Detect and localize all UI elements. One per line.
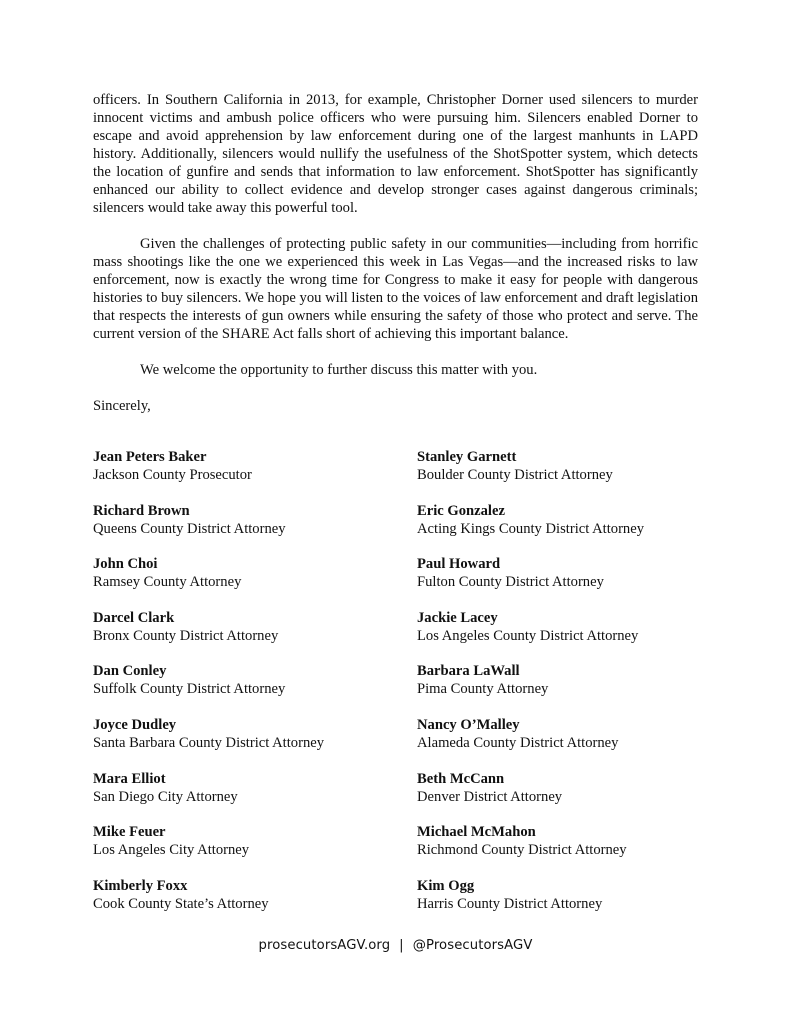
signatory-title: Harris County District Attorney [417,895,603,912]
signatory-title: Alameda County District Attorney [417,734,619,751]
signatory-title: Jackson County Prosecutor [93,467,252,483]
signatory [417,448,698,502]
signatory-title: Bronx County District Attorney [93,627,279,644]
footer [0,938,791,953]
signatory [417,770,698,824]
signatory-name: Joyce Dudley [93,716,177,733]
signatory-name: Kimberly Foxx [93,877,188,894]
signatory-name: Stanley Garnett [417,449,517,465]
signatory [93,448,417,502]
signatory-name: Kim Ogg [417,877,475,894]
signatory-grid [93,448,698,930]
signatory-title: Ramsey County Attorney [93,574,242,591]
signatory [93,609,417,663]
footer-separator: | [399,938,404,953]
signatory [417,823,698,877]
signatory [417,877,698,931]
signatory [417,716,698,770]
signatory-name: Darcel Clark [93,609,175,626]
signatory-title: Queens County District Attorney [93,520,286,537]
signatory [93,662,417,716]
signatory-name: Beth McCann [417,770,505,787]
signatory-title: Cook County State’s Attorney [93,895,269,912]
signatory [417,555,698,609]
footer-social-handle[interactable]: @ProsecutorsAGV [412,938,533,953]
signatory [417,502,698,556]
signatory-title: Pima County Attorney [417,681,549,698]
signatory-name: Barbara LaWall [417,663,520,680]
paragraph-2: Given the challenges of protecting public safety in our communities—including from horrific mass shootings like the one we experienced this week in Las Vegas—and the increased risks to law enforcement, now is exactly the wrong time for Congress to make it easy for people with dangerous histories to buy silencers. We hope you will listen to the voices of law enforcement and draft legislation that respects the interests of gun owners while ensuring the safety of those who protect and serve. The current version of the SHARE Act falls short of achieving this important balance. [93,236,698,342]
closing-salutation: Sincerely, [93,398,151,414]
signatory-name: Paul Howard [417,556,501,573]
signatory [93,502,417,556]
signatory-name: Mara Elliot [93,770,166,787]
signatory-name: Nancy O’Malley [417,716,520,733]
signatory-name: Eric Gonzalez [417,502,505,519]
signatory-title: Los Angeles County District Attorney [417,627,639,644]
signatory [417,662,698,716]
signatory [93,716,417,770]
paragraph-1: officers. In Southern California in 2013, for example, Christopher Dorner used silencers to murder innocent victims and ambush police officers who were pursuing him. Silencers enabled Dorner to escape and avoid apprehension by law enforcement during one of the largest manhunts in LAPD history. Additionally, silencers would nullify the usefulness of the ShotSpotter system, which detects the location of gunfire and sends that information to law enforcement. ShotSpotter has significantly enhanced our ability to collect evidence and develop stronger cases against dangerous criminals; silencers would take away this powerful tool. [93,92,698,216]
signatory-title: San Diego City Attorney [93,788,238,805]
signatory-list [93,448,698,930]
signatory-name: Mike Feuer [93,824,166,841]
signatory [93,877,417,931]
paragraph-3: We welcome the opportunity to further discuss this matter with you. [140,362,538,378]
signatory-name: John Choi [93,556,158,573]
letter-body [93,91,698,415]
footer-website[interactable]: prosecutorsAGV.org [258,938,391,953]
signatory-title: Acting Kings County District Attorney [417,520,645,537]
signatory-title: Fulton County District Attorney [417,574,604,591]
signatory-name: Richard Brown [93,502,190,519]
signatory-title: Boulder County District Attorney [417,467,613,483]
signatory-name: Jackie Lacey [417,609,498,626]
signatory-name: Jean Peters Baker [93,449,207,465]
signatory [93,770,417,824]
signatory-name: Michael McMahon [417,824,536,841]
signatory [93,823,417,877]
signatory [417,609,698,663]
signatory-title: Los Angeles City Attorney [93,842,250,859]
signatory-name: Dan Conley [93,663,167,680]
signatory-title: Santa Barbara County District Attorney [93,734,325,751]
signatory-title: Richmond County District Attorney [417,842,627,859]
signatory [93,555,417,609]
signatory-title: Denver District Attorney [417,788,563,805]
signatory-title: Suffolk County District Attorney [93,681,286,698]
